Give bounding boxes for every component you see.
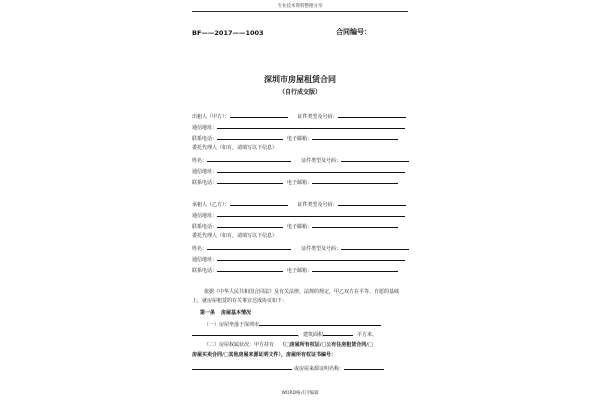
intro-paragraph: 依据《中华人民共和国合同法》及有关法律、法规的规定，甲乙双方在平等、自愿的基础上，就房屋租赁的有关事宜达成协议如下： [192, 289, 400, 304]
lessee-party-label: 承租人（乙方）： [192, 202, 230, 208]
item-1-prefix: （一）房屋坐落于深圳市 [204, 322, 260, 328]
lessee-address-field[interactable] [217, 211, 405, 217]
cert-label: 或房屋来源证明名称： [294, 366, 345, 372]
lessee-agent-id-type-label: 证件类型及号码： [301, 246, 342, 252]
document-code: BF——2017——1003 [192, 29, 264, 37]
lessor-agent-name-row [192, 156, 409, 164]
article-1-label: 第一条 [200, 310, 216, 316]
lessor-agent-address-field[interactable] [217, 167, 405, 173]
lessor-phone-label: 联系电话： [192, 136, 218, 142]
cert-number-field[interactable] [192, 364, 292, 370]
lessee-agent-email-label: 电子邮箱： [287, 268, 313, 274]
lessee-agent-name-field[interactable] [207, 244, 291, 250]
property-location-field-cont[interactable] [192, 330, 298, 336]
item-1-row [204, 320, 381, 328]
lessor-address-label: 通信地址： [192, 125, 218, 131]
item-2-cert-row [192, 364, 384, 372]
area-unit: 平方米。 [357, 332, 378, 338]
lessor-id-type-label: 证件类型及号码： [297, 114, 338, 120]
lessor-email-field[interactable] [312, 134, 398, 140]
item-2-options-cont: 房屋买卖合同/□其他房屋来源证明文件），房屋所有权证书编号： [192, 352, 337, 358]
lessee-email-label: 电子邮箱： [287, 224, 313, 230]
lessee-name-field[interactable] [230, 200, 288, 206]
lessor-contact-row [192, 134, 398, 142]
contract-number-label: 合同编号： [336, 28, 371, 36]
document-subtitle: （自行成交版） [278, 89, 321, 96]
area-field[interactable] [323, 330, 353, 336]
item-2-row [204, 342, 373, 348]
property-location-field[interactable] [259, 320, 381, 326]
lessor-agent-name-label: 姓名： [192, 158, 208, 164]
lessor-agent-heading: 委托代理人（如有，请填写以下信息） [192, 145, 278, 151]
lessee-address-label: 通信地址： [192, 213, 218, 219]
lessor-party-label: 出租人（甲方）： [192, 114, 230, 120]
lessor-id-field[interactable] [338, 112, 406, 118]
lessor-address-field[interactable] [217, 123, 405, 129]
lessee-agent-name-label: 姓名： [192, 246, 208, 252]
article-1-title: 房屋基本情况 [221, 310, 252, 316]
lessee-agent-address-field[interactable] [217, 255, 405, 261]
area-label: ，建筑面积 [298, 332, 324, 338]
document-title: 深圳市房屋租赁合同 [264, 74, 336, 84]
lessor-party-row [192, 112, 406, 120]
item-2-prefix: （二）房屋权属状况：甲方持有 [204, 342, 275, 348]
lessee-phone-field[interactable] [217, 222, 283, 228]
lessor-agent-email-field[interactable] [312, 178, 398, 184]
lessor-agent-name-field[interactable] [207, 156, 291, 162]
lessee-address-row [192, 211, 405, 219]
header-rule [192, 11, 408, 12]
lessor-agent-phone-label: 联系电话： [192, 180, 218, 186]
lessor-agent-address-row [192, 167, 405, 175]
lessee-id-field[interactable] [338, 200, 406, 206]
lessee-agent-phone-label: 联系电话： [192, 268, 218, 274]
lessor-email-label: 电子邮箱： [287, 136, 313, 142]
cert-name-field[interactable] [344, 364, 384, 370]
lessee-agent-phone-field[interactable] [217, 266, 283, 272]
lessor-agent-contact-row [192, 178, 398, 186]
lessor-agent-id-field[interactable] [341, 156, 409, 162]
lessee-agent-address-label: 通信地址： [192, 257, 218, 263]
item-2-options: （□房屋所有权证/□公有住房租赁合同/□ [280, 342, 373, 348]
lessor-agent-address-label: 通信地址： [192, 169, 218, 175]
lessee-id-type-label: 证件类型及号码： [297, 202, 338, 208]
lessee-agent-heading: 委托代理人（如有，请填写以下信息） [192, 233, 278, 239]
lessee-contact-row [192, 222, 398, 230]
lessee-phone-label: 联系电话： [192, 224, 218, 230]
lessor-agent-id-type-label: 证件类型及号码： [301, 158, 342, 164]
lessee-agent-email-field[interactable] [312, 266, 398, 272]
lessee-agent-id-field[interactable] [341, 244, 409, 250]
lessee-email-field[interactable] [312, 222, 398, 228]
lessor-phone-field[interactable] [217, 134, 283, 140]
page-footer: WORD格式可编辑 [281, 391, 319, 396]
lessee-agent-name-row [192, 244, 409, 252]
lessor-name-field[interactable] [230, 112, 288, 118]
page-header: 专业技术资料整理分享 [277, 4, 323, 9]
lessor-address-row [192, 123, 405, 131]
item-1-area-row [192, 330, 377, 338]
article-1-heading [200, 310, 251, 316]
lessee-agent-contact-row [192, 266, 398, 274]
lessor-agent-email-label: 电子邮箱： [287, 180, 313, 186]
lessee-agent-address-row [192, 255, 405, 263]
lessee-party-row [192, 200, 406, 208]
lessor-agent-phone-field[interactable] [217, 178, 283, 184]
